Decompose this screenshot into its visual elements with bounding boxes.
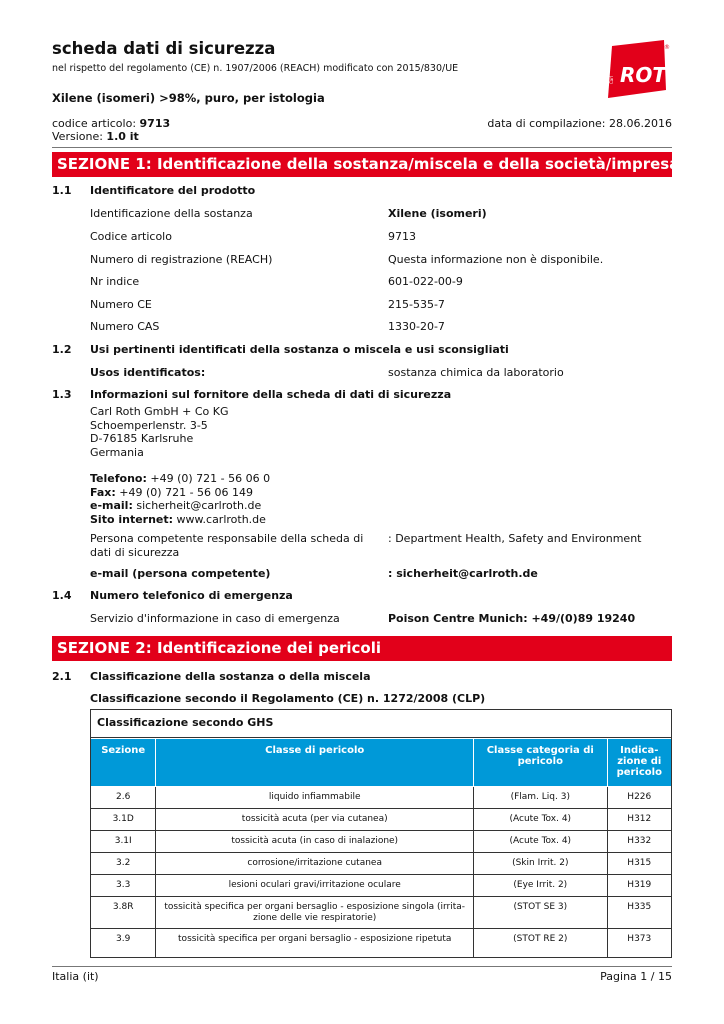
cell-section: 3.9 <box>91 929 156 957</box>
ghs-table <box>91 738 671 957</box>
cell-section: 3.1I <box>91 831 156 853</box>
identified-uses-label: Usos identificatos: <box>90 366 206 379</box>
section-1-1-title: Identificatore del prodotto <box>90 184 256 197</box>
cell-hazard-category: (Skin Irrit. 2) <box>474 853 608 875</box>
cell-hazard-class: liquido infiammabile <box>156 787 474 809</box>
cell-hazard-statement: H226 <box>607 787 671 809</box>
cell-hazard-statement: H315 <box>607 853 671 875</box>
roth-logo <box>604 40 683 98</box>
cell-hazard-statement: H319 <box>607 875 671 897</box>
cell-hazard-statement: H312 <box>607 809 671 831</box>
cell-hazard-category: (Eye Irrit. 2) <box>474 875 608 897</box>
document-subtitle: nel rispetto del regolamento (CE) n. 1907/2006 (REACH) modificato con 2015/830/UE <box>52 63 459 74</box>
email-value: sicherheit@carlroth.de <box>132 499 262 512</box>
section-1-3-number: 1.3 <box>52 388 72 401</box>
ghs-table-header <box>91 739 671 787</box>
cas-number-value: 1330-20-7 <box>388 320 445 333</box>
cell-hazard-category: (Acute Tox. 4) <box>474 831 608 853</box>
cas-number-label: Numero CAS <box>90 320 160 333</box>
section-2-1-number: 2.1 <box>52 670 72 683</box>
product-name: Xilene (isomeri) >98%, puro, per istologia <box>52 91 325 105</box>
cell-hazard-statement: H335 <box>607 897 671 929</box>
identified-uses-value: sostanza chimica da laboratorio <box>388 366 564 379</box>
table-row <box>91 853 671 875</box>
ghs-classification-box <box>90 709 672 958</box>
ghs-box-title: Classificazione secondo GHS <box>91 710 671 738</box>
section-1-3-title: Informazioni sul fornitore della scheda di dati di sicurezza <box>90 388 452 401</box>
emergency-service-value: Poison Centre Munich: +49/(0)89 19240 <box>388 612 636 625</box>
compilation-date: data di compilazione: 28.06.2016 <box>487 117 672 130</box>
section-1-4-number: 1.4 <box>52 589 72 602</box>
cell-section: 3.8R <box>91 897 156 929</box>
logo-text: ROTH <box>620 63 683 87</box>
table-row <box>91 897 671 929</box>
article-code-label: Codice articolo <box>90 230 172 243</box>
competent-email-label: e-mail (persona competente) <box>90 567 271 580</box>
footer-page-number: Pagina 1 / 15 <box>600 970 672 983</box>
email-label: e-mail: <box>90 499 133 512</box>
responsible-person-value: : Department Health, Safety and Environment <box>388 532 642 545</box>
responsible-person-label: Persona competente responsabile della scheda di dati di sicurezza <box>90 532 364 559</box>
clp-classification-title: Classificazione secondo il Regolamento (CE) n. 1272/2008 (CLP) <box>90 692 486 705</box>
section-1-heading: SEZIONE 1: Identificazione della sostanza/miscela e della società/impresa <box>52 152 672 177</box>
cell-hazard-category: (STOT RE 2) <box>474 929 608 957</box>
website-line <box>90 513 270 527</box>
cell-hazard-class: tossicità specifica per organi bersaglio - esposizione singola (irrita-zione delle vie respiratorie) <box>156 897 474 929</box>
logo-reg-mark: ® <box>664 44 670 51</box>
address-line: Schoemperlenstr. 3-5 <box>90 418 208 432</box>
code-label: codice articolo: <box>52 117 140 130</box>
phone-line <box>90 472 270 486</box>
logo-small-text: Carl <box>609 76 614 84</box>
col-header-section: Sezione <box>91 739 156 787</box>
cell-hazard-class: corrosione/irritazione cutanea <box>156 853 474 875</box>
table-row <box>91 929 671 957</box>
emergency-service-label: Servizio d'informazione in caso di emergenza <box>90 612 340 625</box>
table-row <box>91 875 671 897</box>
article-meta <box>52 117 170 143</box>
version-value: 1.0 it <box>106 130 139 143</box>
cell-hazard-class: lesioni oculari gravi/irritazione oculare <box>156 875 474 897</box>
supplier-address <box>90 405 229 459</box>
cell-hazard-class: tossicità specifica per organi bersaglio - esposizione ripetuta <box>156 929 474 957</box>
table-row <box>91 787 671 809</box>
col-header-hazard-class: Classe di pericolo <box>156 739 474 787</box>
cell-hazard-class: tossicità acuta (in caso di inalazione) <box>156 831 474 853</box>
ec-number-label: Numero CE <box>90 298 152 311</box>
cell-hazard-category: (Flam. Liq. 3) <box>474 787 608 809</box>
document-title: scheda dati di sicurezza <box>52 39 276 58</box>
competent-email-value: : sicherheit@carlroth.de <box>388 567 538 580</box>
section-1-4-title: Numero telefonico di emergenza <box>90 589 293 602</box>
header-divider <box>52 147 672 148</box>
index-number-label: Nr indice <box>90 275 140 288</box>
table-row <box>91 809 671 831</box>
index-number-value: 601-022-00-9 <box>388 275 463 288</box>
article-code-value: 9713 <box>388 230 416 243</box>
fax-label: Fax: <box>90 485 116 499</box>
code-value: 9713 <box>139 117 171 130</box>
fax-value: +49 (0) 721 - 56 06 149 <box>115 485 254 499</box>
address-line: D-76185 Karlsruhe <box>90 432 194 445</box>
supplier-contacts <box>90 472 270 526</box>
cell-hazard-category: (Acute Tox. 4) <box>474 809 608 831</box>
section-2-1-title: Classificazione della sostanza o della miscela <box>90 670 371 683</box>
cell-hazard-statement: H332 <box>607 831 671 853</box>
substance-id-label: Identificazione della sostanza <box>90 207 253 220</box>
section-2-heading: SEZIONE 2: Identificazione dei pericoli <box>52 636 672 661</box>
reach-number-label: Numero di registrazione (REACH) <box>90 253 273 266</box>
phone-label: Telefono: <box>90 472 147 485</box>
table-row <box>91 831 671 853</box>
section-1-1-number: 1.1 <box>52 184 72 197</box>
col-header-hazard-category: Classe categoria di pericolo <box>474 739 608 787</box>
email-line <box>90 499 270 513</box>
website-value: www.carlroth.de <box>173 512 266 526</box>
website-label: Sito internet: <box>90 512 174 526</box>
address-line: Carl Roth GmbH + Co KG <box>90 405 229 418</box>
col-header-hazard-statement: Indica-zione di pericolo <box>607 739 671 787</box>
cell-section: 3.2 <box>91 853 156 875</box>
cell-hazard-category: (STOT SE 3) <box>474 897 608 929</box>
phone-value: +49 (0) 721 - 56 06 0 <box>146 472 271 485</box>
section-1-2-number: 1.2 <box>52 343 72 356</box>
section-1-2-title: Usi pertinenti identificati della sostanza o miscela e usi sconsigliati <box>90 343 509 356</box>
ec-number-value: 215-535-7 <box>388 298 445 311</box>
cell-section: 3.3 <box>91 875 156 897</box>
fax-line <box>90 486 270 500</box>
footer-divider <box>52 966 672 967</box>
version-label: Versione: <box>52 130 107 143</box>
reach-number-value: Questa informazione non è disponibile. <box>388 253 604 266</box>
footer-language: Italia (it) <box>52 970 99 983</box>
address-line: Germania <box>90 445 144 459</box>
cell-hazard-class: tossicità acuta (per via cutanea) <box>156 809 474 831</box>
cell-section: 3.1D <box>91 809 156 831</box>
substance-id-value: Xilene (isomeri) <box>388 207 487 220</box>
cell-section: 2.6 <box>91 787 156 809</box>
cell-hazard-statement: H373 <box>607 929 671 957</box>
